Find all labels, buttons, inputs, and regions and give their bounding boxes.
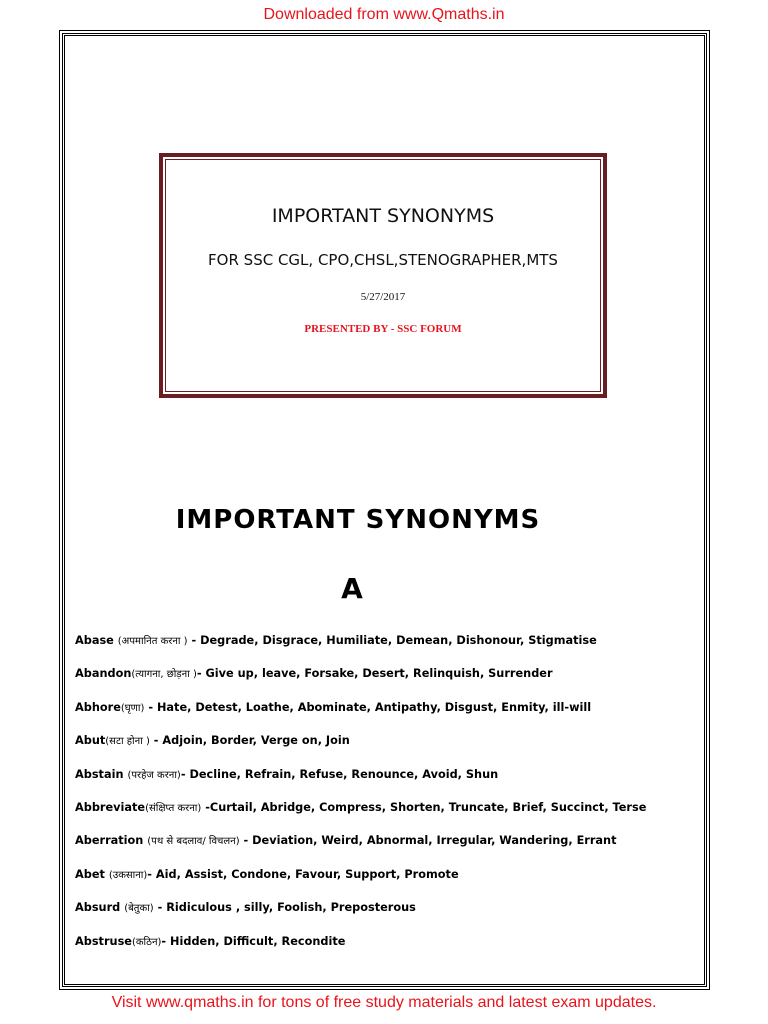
entry-word: Absurd: [75, 901, 125, 915]
entry-synonyms: - Aid, Assist, Condone, Favour, Support, Promote: [147, 867, 459, 881]
synonym-entry: [75, 833, 695, 866]
entry-synonyms: - Ridiculous , silly, Foolish, Preposterous: [153, 901, 416, 915]
synonym-entry: [75, 733, 695, 766]
entry-hindi-meaning: (घृणा): [120, 702, 145, 714]
synonym-entry: [75, 800, 695, 833]
entry-word: Abet: [75, 867, 109, 881]
synonym-entry: [75, 867, 695, 900]
entry-synonyms: - Hidden, Difficult, Recondite: [161, 934, 346, 948]
entry-word: Abandon: [75, 667, 132, 681]
entry-hindi-meaning: (उकसाना): [108, 869, 148, 881]
entry-hindi-meaning: (पथ से बदलाव/ विचलन): [147, 836, 240, 848]
entry-hindi-meaning: (परहेज करना): [127, 769, 181, 781]
entry-word: Aberration: [75, 834, 148, 848]
download-source-note: Downloaded from www.Qmaths.in: [263, 6, 505, 23]
synonym-entry: [75, 700, 695, 733]
letter-heading: A: [341, 572, 363, 605]
cover-title-box: [159, 153, 607, 398]
entry-synonyms: - Adjoin, Border, Verge on, Join: [149, 734, 350, 748]
entry-synonyms: - Deviation, Weird, Abnormal, Irregular, Wandering, Errant: [239, 834, 617, 848]
entry-synonyms: - Give up, leave, Forsake, Desert, Relinquish, Surrender: [196, 667, 553, 681]
entry-hindi-meaning: (बेतुका): [124, 903, 154, 915]
synonym-list: [75, 633, 695, 967]
entry-synonyms: -Curtail, Abridge, Compress, Shorten, Truncate, Brief, Succinct, Terse: [201, 800, 647, 814]
entry-synonyms: - Decline, Refrain, Refuse, Renounce, Avoid, Shun: [180, 767, 499, 781]
entry-synonyms: - Hate, Detest, Loathe, Abominate, Antipathy, Disgust, Enmity, ill-will: [144, 700, 592, 714]
synonym-entry: [75, 900, 695, 933]
main-heading: IMPORTANT SYNONYMS: [175, 505, 541, 535]
entry-word: Abstruse: [75, 934, 132, 948]
cover-title: IMPORTANT SYNONYMS: [271, 205, 495, 227]
synonym-entry: [75, 934, 695, 967]
entry-word: Abbreviate: [75, 800, 146, 814]
synonym-entry: [75, 633, 695, 666]
entry-synonyms: - Degrade, Disgrace, Humiliate, Demean, Dishonour, Stigmatise: [187, 634, 597, 647]
synonym-entry: [75, 767, 695, 800]
entry-hindi-meaning: (त्यागना, छोड़ना ): [131, 669, 197, 681]
entry-hindi-meaning: (अपमानित करना ): [117, 636, 188, 647]
entry-hindi-meaning: (संक्षिप्त करना): [145, 802, 202, 814]
entry-hindi-meaning: (सटा होना ): [105, 736, 150, 748]
entry-word: Abstain: [75, 767, 128, 781]
cover-subtitle: FOR SSC CGL, CPO,CHSL,STENOGRAPHER,MTS: [208, 251, 558, 269]
synonym-entry: [75, 666, 695, 699]
entry-word: Abhore: [75, 700, 121, 714]
entry-hindi-meaning: (कठिन): [131, 936, 162, 948]
entry-word: Abase: [75, 634, 118, 647]
promo-footer: Visit www.qmaths.in for tons of free study materials and latest exam updates.: [111, 994, 657, 1011]
entry-word: Abut: [75, 734, 106, 748]
cover-presenter: PRESENTED BY - SSC FORUM: [304, 323, 462, 335]
cover-date: 5/27/2017: [360, 291, 406, 303]
